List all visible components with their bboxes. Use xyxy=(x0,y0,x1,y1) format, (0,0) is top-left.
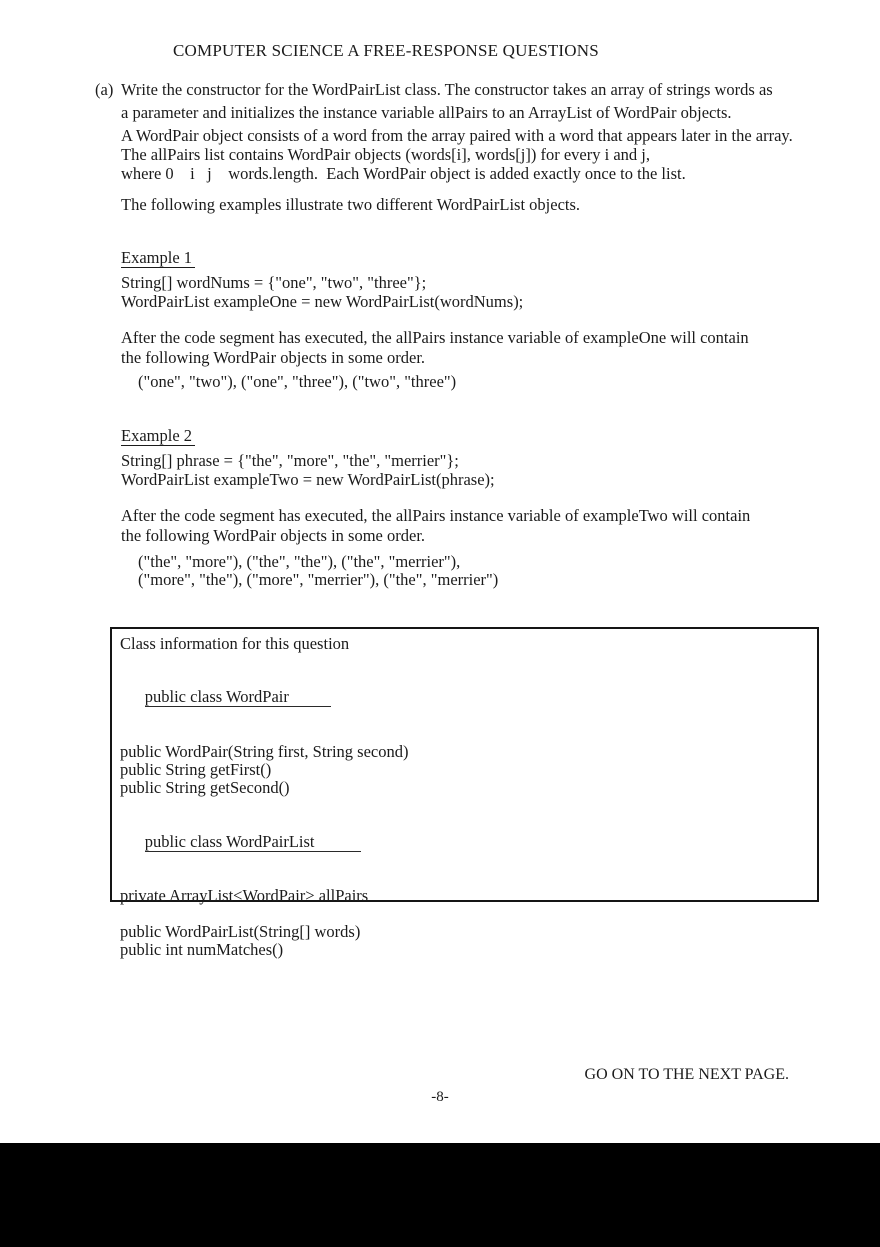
intro-paragraph-3 xyxy=(121,195,580,214)
text-line: The allPairs list contains WordPair objects (words[i], words[j]) for every i and j, xyxy=(121,145,650,164)
example1-heading xyxy=(121,248,195,267)
pair-line: ("one", "two"), ("one", "three"), ("two", "three") xyxy=(138,372,457,391)
text-line: a parameter and initializes the instance variable allPairs to an ArrayList of WordPair objects. xyxy=(121,103,732,122)
method-signature: public String getFirst() xyxy=(120,760,272,779)
text-line: A WordPair object consists of a word from the array paired with a word that appears later in the array. xyxy=(121,126,793,145)
example1-heading-text: Example 1 xyxy=(121,248,195,268)
class-info-title: Class information for this question xyxy=(120,634,350,653)
example2-code xyxy=(121,451,495,489)
code-line: WordPairList exampleTwo = new WordPairList(phrase); xyxy=(121,470,495,489)
wordpairlist-field: private ArrayList<WordPair> allPairs xyxy=(120,886,369,905)
wordpairlist-class-header xyxy=(120,815,817,870)
example1-code xyxy=(121,273,523,311)
text-line: After the code segment has executed, the allPairs instance variable of exampleTwo will contain xyxy=(121,506,751,525)
wordpair-class-header-text: public class WordPair xyxy=(145,688,331,707)
wordpair-members xyxy=(120,743,817,797)
wordpairlist-members xyxy=(120,923,817,959)
intro-paragraph-2 xyxy=(121,126,793,183)
text-line: The following examples illustrate two different WordPairList objects. xyxy=(121,195,581,214)
class-info-box xyxy=(110,627,819,959)
wordpair-class-header xyxy=(120,670,817,725)
scan-black-bar xyxy=(0,1143,880,1247)
example2-heading-text: Example 2 xyxy=(121,426,195,446)
method-signature: public String getSecond() xyxy=(120,778,290,797)
pair-line: ("the", "more"), ("the", "the"), ("the", "merrier"), xyxy=(138,552,461,571)
example1-result-text xyxy=(121,328,749,368)
example1-pairs xyxy=(138,373,456,391)
question-part-a xyxy=(95,78,773,124)
part-a-label: (a) xyxy=(95,80,114,99)
code-line: String[] phrase = {"the", "more", "the", "merrier"}; xyxy=(121,451,459,470)
page-title: COMPUTER SCIENCE A FREE-RESPONSE QUESTIONS xyxy=(173,41,599,60)
method-signature: public WordPairList(String[] words) xyxy=(120,922,361,941)
example2-result-text xyxy=(121,506,750,546)
code-line: String[] wordNums = {"one", "two", "three"}; xyxy=(121,273,427,292)
go-on-text: GO ON TO THE NEXT PAGE. xyxy=(584,1066,789,1083)
method-signature: public int numMatches() xyxy=(120,940,284,959)
text-line: the following WordPair objects in some order. xyxy=(121,348,426,367)
example2-heading xyxy=(121,426,195,445)
text-line: where 0 i j words.length. Each WordPair object is added exactly once to the list. xyxy=(121,164,686,183)
code-line: WordPairList exampleOne = new WordPairList(wordNums); xyxy=(121,292,524,311)
method-signature: public WordPair(String first, String second) xyxy=(120,742,409,761)
wordpairlist-class-header-text: public class WordPairList xyxy=(145,833,361,852)
text-line: After the code segment has executed, the allPairs instance variable of exampleOne will contain xyxy=(121,328,749,347)
pair-line: ("more", "the"), ("more", "merrier"), ("the", "merrier") xyxy=(138,570,499,589)
text-line: the following WordPair objects in some order. xyxy=(121,526,426,545)
intro-paragraph-1 xyxy=(121,78,773,124)
page-number: -8- xyxy=(431,1089,449,1105)
text-line: Write the constructor for the WordPairList class. The constructor takes an array of strings words as xyxy=(121,80,773,99)
example2-pairs xyxy=(138,553,498,589)
